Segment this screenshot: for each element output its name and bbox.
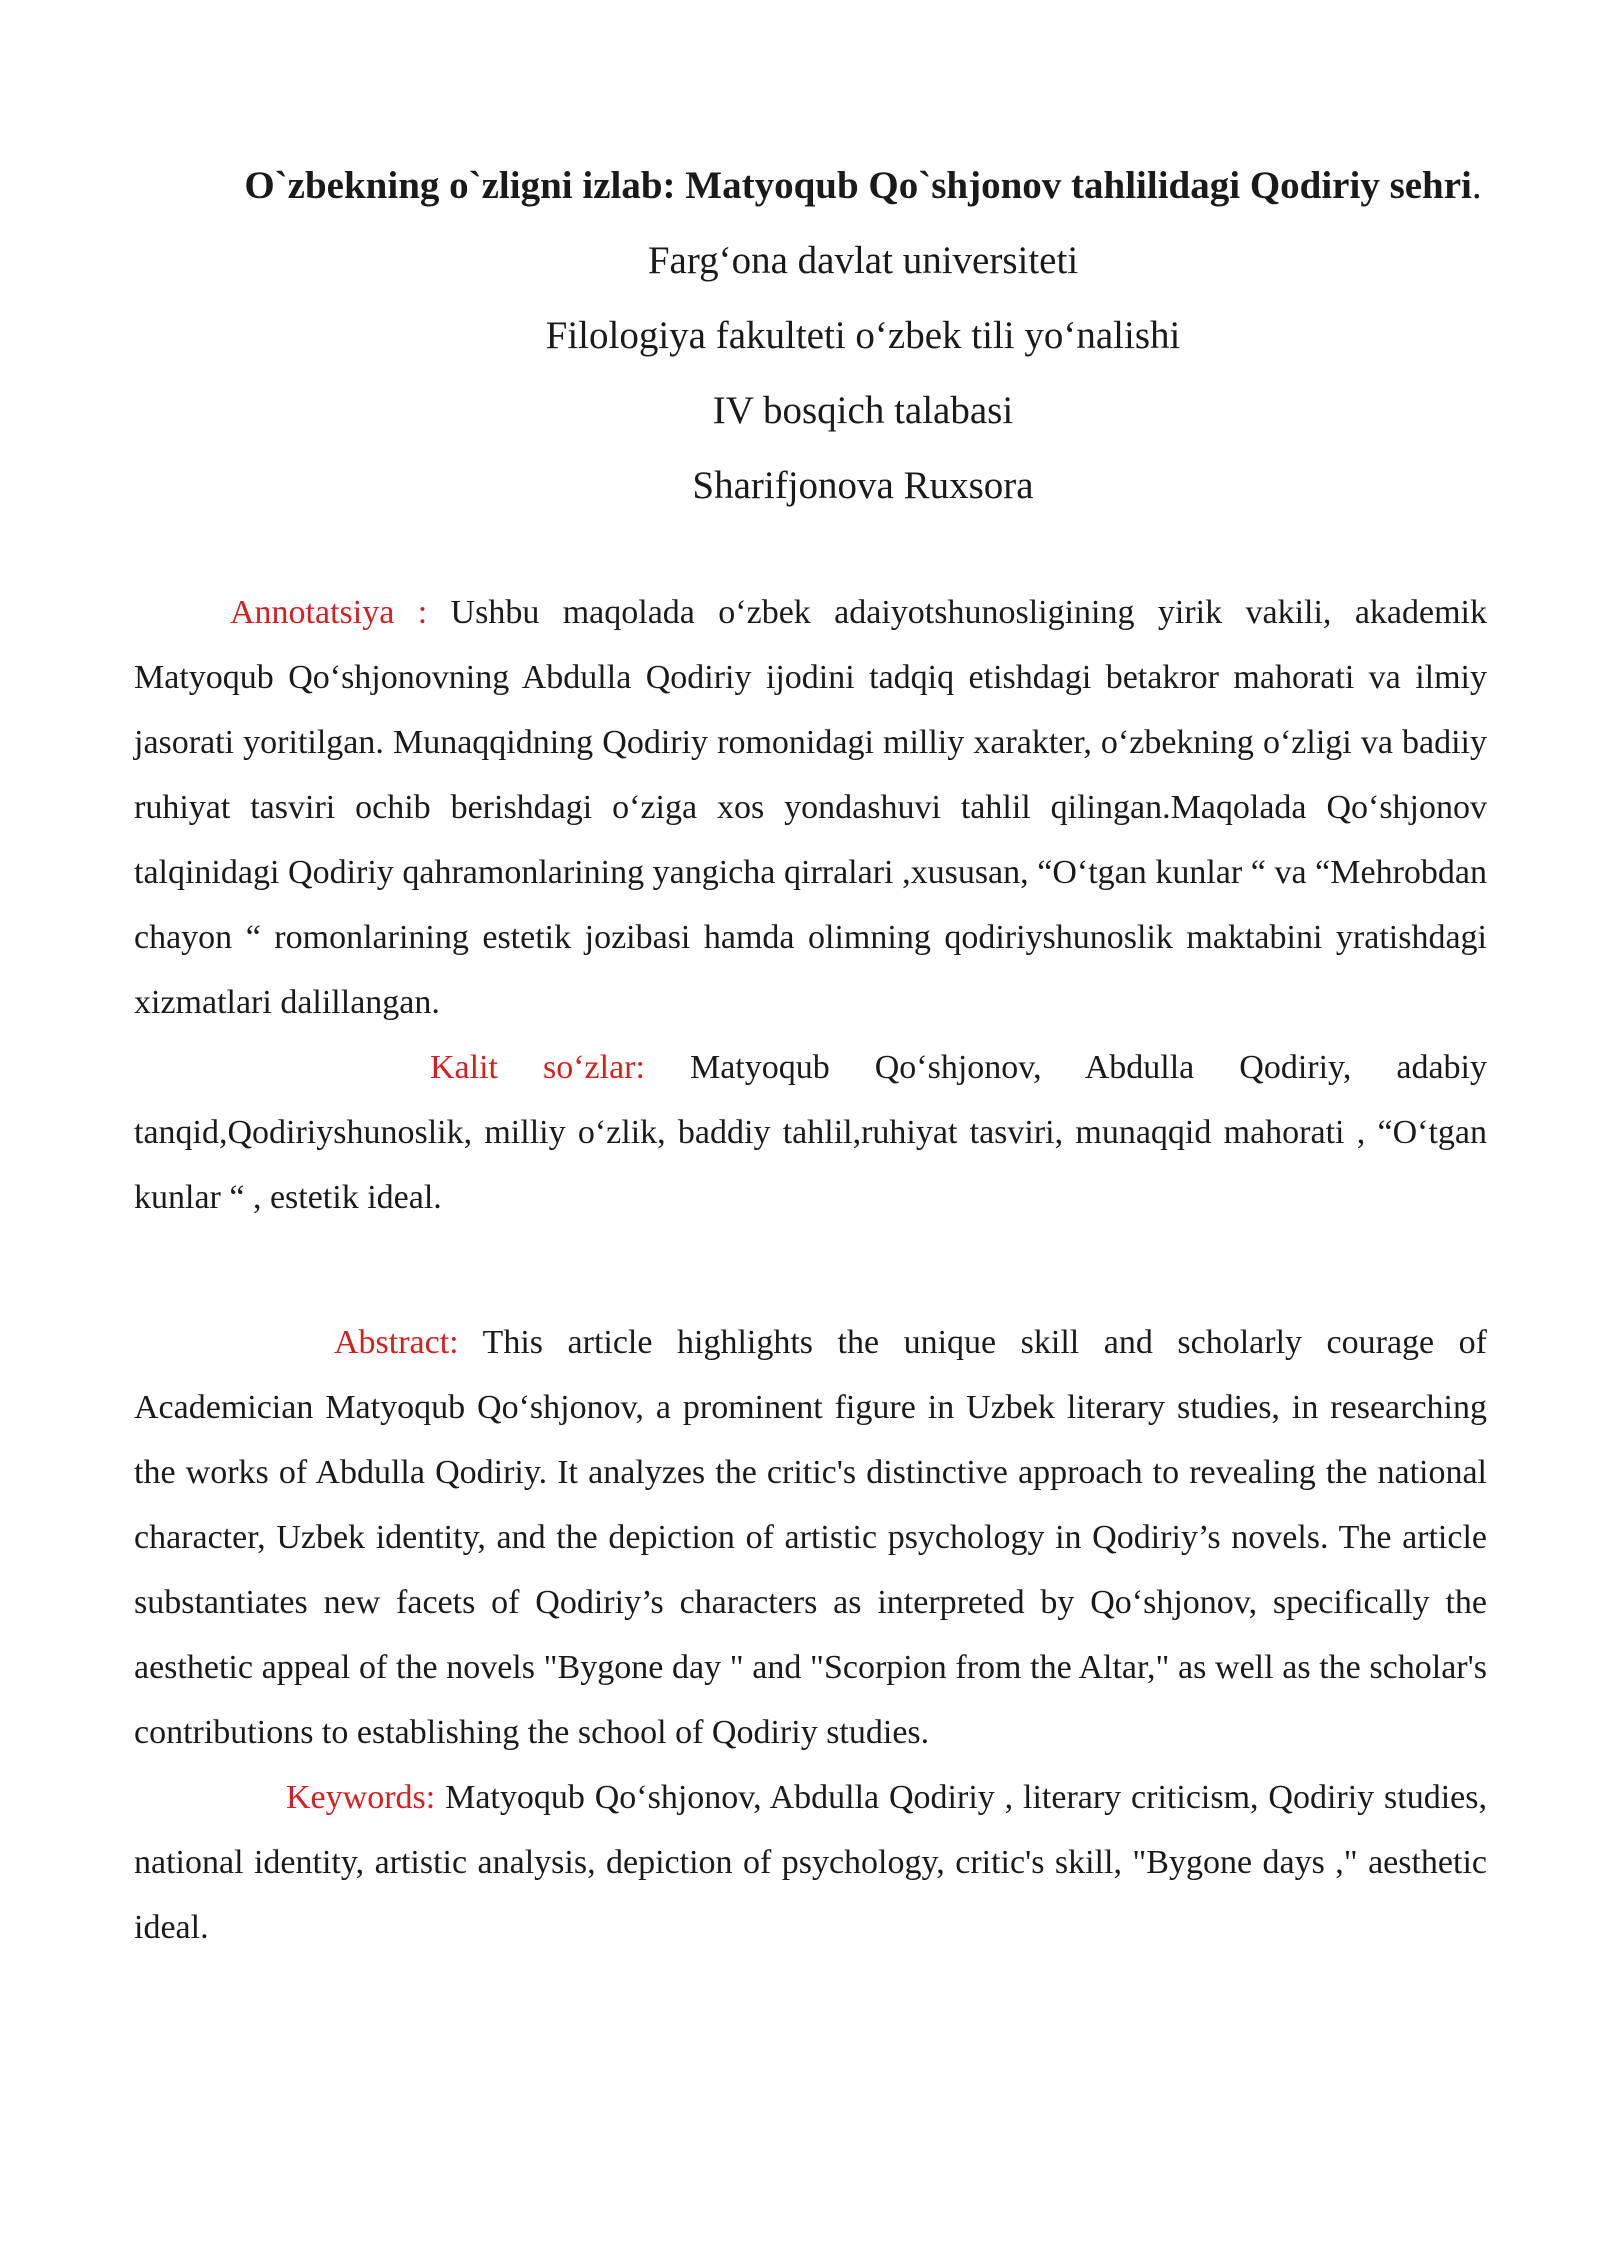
- abstract-text: This article highlights the unique skill and scholarly courage of Academician Matyoqub Qo‘shjonov, a prominent figure in Uzbek literary studies, in researching the works of Abdulla Qodiriy. It analyzes the critic's distinctive approach to revealing the national character, Uzbek identity, and the depiction of artistic psychology in Qodiriy’s novels. The article substantiates new facets of Qodiriy’s characters as interpreted by Qo‘shjonov, specifically the aesthetic appeal of the novels "Bygone day " and "Scorpion from the Altar," as well as the scholar's contributions to establishing the school of Qodiriy studies.: [134, 1324, 1487, 1751]
- abstract-paragraph: [134, 1310, 1487, 1765]
- author-name: Sharifjonova Ruxsora: [692, 464, 1034, 507]
- article-title: [134, 148, 1487, 223]
- faculty-name: Filologiya fakulteti o‘zbek tili yo‘nalishi: [545, 314, 1181, 357]
- keywords-en-text: Matyoqub Qo‘shjonov, Abdulla Qodiriy , literary criticism, Qodiriy studies, national identity, artistic analysis, depiction of psychology, critic's skill, "Bygone days ," aesthetic ideal.: [134, 1779, 1487, 1946]
- university-name: Farg‘ona davlat universiteti: [647, 239, 1079, 282]
- article-title-dot: .: [1471, 164, 1482, 207]
- author-block: [134, 223, 1487, 523]
- abstract-label: Abstract:: [334, 1324, 459, 1361]
- keywords-uz-label: Kalit so‘zlar:: [430, 1049, 645, 1086]
- article-title-text: O`zbekning o`zligni izlab: Matyoqub Qo`shjonov tahlilidagi Qodiriy sehri: [244, 164, 1472, 207]
- course-level: IV bosqich talabasi: [712, 389, 1014, 432]
- keywords-uz-text: Matyoqub Qo‘shjonov, Abdulla Qodiriy, adabiy tanqid,Qodiriyshunoslik, milliy o‘zlik, baddiy tahlil,ruhiyat tasviri, munaqqid mahorati , “O‘tgan kunlar “ , estetik ideal.: [134, 1049, 1487, 1216]
- annotation-paragraph: [134, 580, 1487, 1035]
- annotation-label: Annotatsiya :: [230, 594, 428, 631]
- keywords-uz-paragraph: [134, 1035, 1487, 1230]
- keywords-en-paragraph: [134, 1765, 1487, 1960]
- annotation-text: Ushbu maqolada o‘zbek adaiyotshunosligining yirik vakili, akademik Matyoqub Qo‘shjonovning Abdulla Qodiriy ijodini tadqiq etishdagi betakror mahorati va ilmiy jasorati yoritilgan. Munaqqidning Qodiriy romonidagi milliy xarakter, o‘zbekning o‘zligi va badiiy ruhiyat tasviri ochib berishdagi o‘ziga xos yondashuvi tahlil qilingan.Maqolada Qo‘shjonov talqinidagi Qodiriy qahramonlarining yangicha qirralari ,xususan, “O‘tgan kunlar “ va “Mehrobdan chayon “ romonlarining estetik jozibasi hamda olimning qodiriyshunoslik maktabini yratishdagi xizmatlari dalillangan.: [134, 594, 1487, 1021]
- keywords-en-label: Keywords:: [286, 1779, 436, 1816]
